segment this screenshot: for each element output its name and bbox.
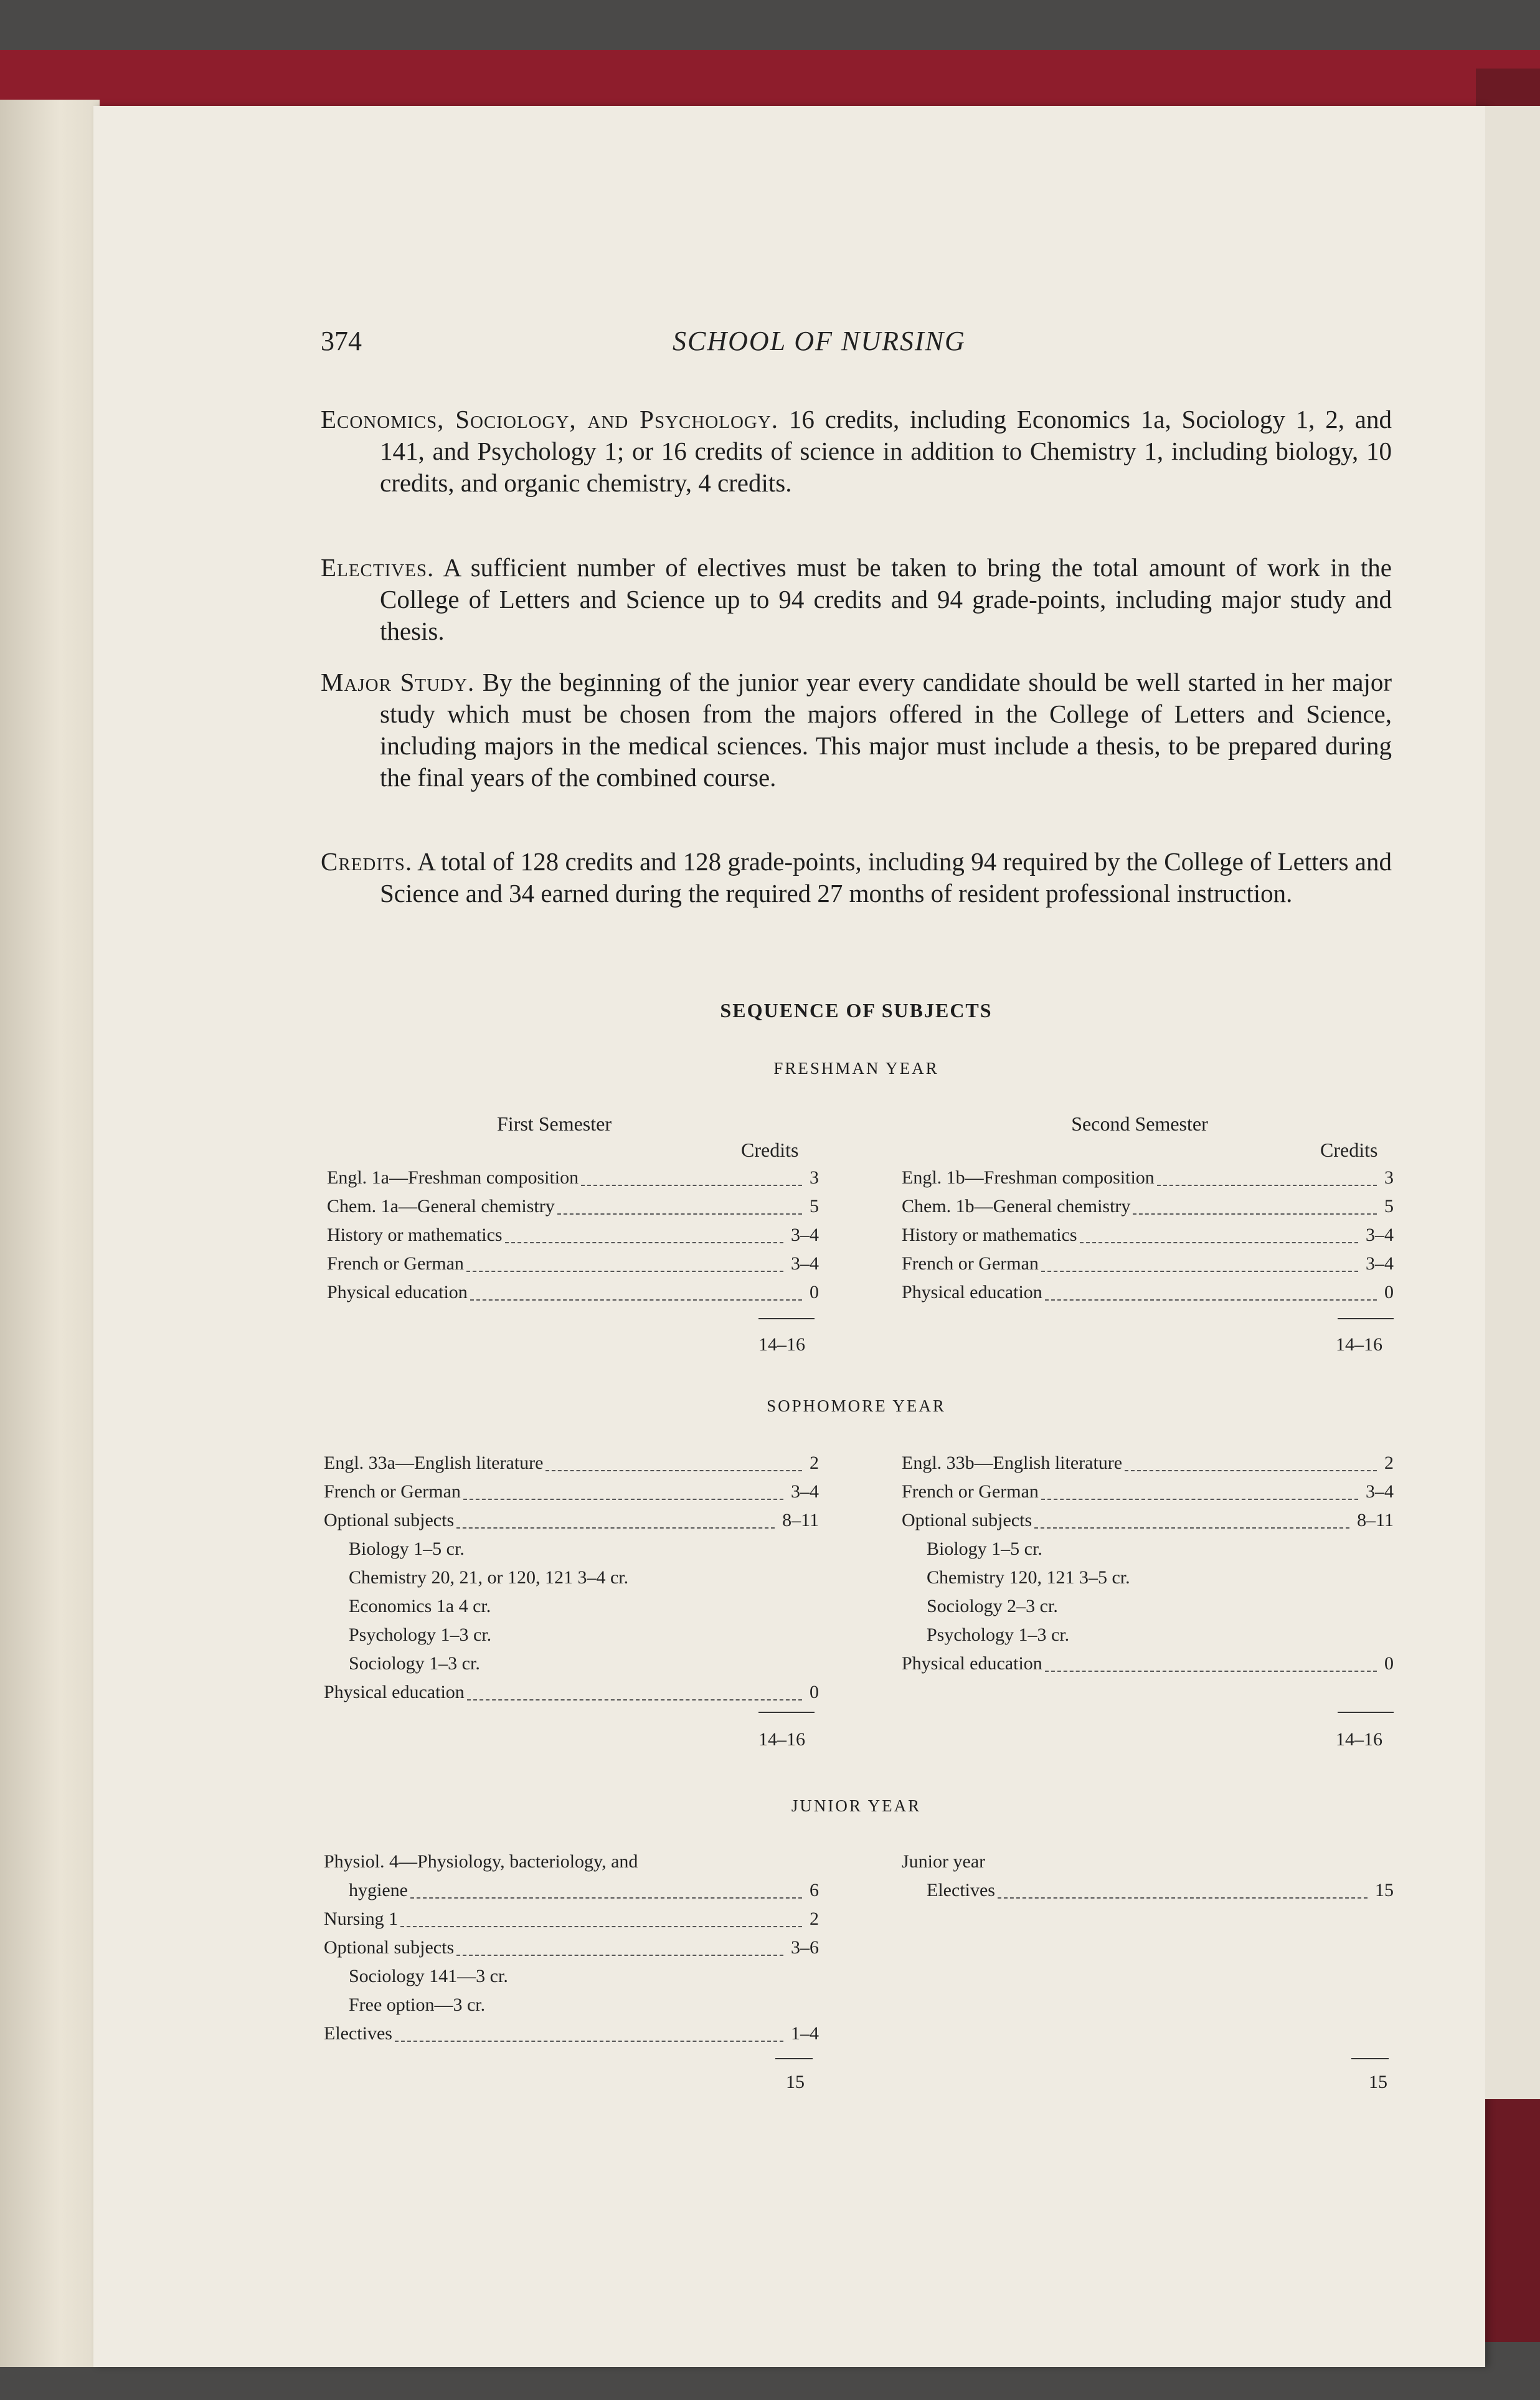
total-rule (758, 1712, 815, 1713)
paragraph-economics (321, 404, 1392, 499)
freshman-left-total: 14–16 (758, 1334, 805, 1355)
leader-dots (1045, 1299, 1377, 1301)
leader-dots (1041, 1271, 1358, 1272)
paragraph-credits (321, 846, 1392, 909)
paragraph-head: Electives. (321, 553, 435, 582)
table-row (902, 1621, 1394, 1649)
leader-dots (581, 1185, 802, 1186)
junior-left-total: 15 (786, 2072, 805, 2092)
credit-value: 0 (1384, 1282, 1394, 1302)
table-row (902, 1506, 1394, 1535)
credit-value: 8–11 (1357, 1510, 1394, 1530)
credit-value: 1–4 (791, 2023, 819, 2044)
paragraph-text: By the beginning of the junior year every candidate should be well started in her major study which must be chosen from the majors offered in the College of Letters and Science, including majors in the medical sciences. This major must include a thesis, to be prepared during the final years of the combined course. (380, 668, 1392, 792)
leader-dots (410, 1897, 802, 1899)
table-row (324, 1621, 819, 1649)
freshman-second-semester-list (902, 1164, 1394, 1307)
credit-value: 2 (810, 1909, 819, 1929)
course-label: French or German (902, 1481, 1039, 1502)
leader-dots (546, 1470, 802, 1471)
table-row (324, 1535, 819, 1563)
leader-dots (998, 1897, 1368, 1899)
table-row (324, 1876, 819, 1905)
table-row (324, 2019, 819, 2048)
second-semester-label: Second Semester (1071, 1112, 1208, 1135)
paragraph-text: A total of 128 credits and 128 grade-points, including 94 required by the College of Letters and Science and 34 earned during the required 27 months of resident professional instruction. (380, 847, 1392, 908)
credit-value: 0 (810, 1282, 819, 1302)
credit-value: 0 (1384, 1653, 1394, 1674)
course-label: Psychology 1–3 cr. (927, 1625, 1070, 1645)
credit-value: 5 (1384, 1196, 1394, 1217)
junior-first-semester-list (324, 1847, 819, 2048)
credit-value: 0 (810, 1682, 819, 1702)
table-row (324, 1592, 819, 1621)
course-label: Sociology 1–3 cr. (349, 1653, 480, 1674)
table-row (902, 1563, 1394, 1592)
leader-dots (557, 1213, 802, 1215)
course-label: Chem. 1b—General chemistry (902, 1196, 1131, 1217)
leader-dots (456, 1955, 783, 1956)
running-head: SCHOOL OF NURSING (673, 326, 966, 356)
course-label: Sociology 141—3 cr. (349, 1966, 508, 1986)
sophomore-second-semester-list (902, 1449, 1394, 1678)
course-label: Optional subjects (324, 1510, 455, 1530)
course-label: Physical education (902, 1282, 1042, 1302)
table-row (902, 1449, 1394, 1477)
course-label: Chemistry 20, 21, or 120, 121 3–4 cr. (349, 1567, 629, 1588)
total-rule (1338, 1712, 1394, 1713)
course-label: Biology 1–5 cr. (927, 1539, 1042, 1559)
leader-dots (1045, 1671, 1377, 1672)
first-semester-label: First Semester (497, 1112, 612, 1135)
course-label: French or German (324, 1481, 461, 1502)
sophomore-title: SOPHOMORE YEAR (767, 1397, 946, 1415)
total-rule (758, 1318, 815, 1319)
leader-dots (505, 1242, 783, 1243)
sophomore-first-semester-list (324, 1449, 819, 1707)
total-rule (1338, 1318, 1394, 1319)
table-row (324, 1649, 819, 1678)
facing-page-edge (1485, 106, 1540, 2099)
credit-value: 3–4 (791, 1225, 819, 1245)
table-row (324, 1449, 819, 1477)
credit-value: 3–4 (1366, 1481, 1394, 1502)
course-label: hygiene (349, 1880, 408, 1900)
table-row (327, 1192, 819, 1221)
freshman-first-semester-list (327, 1164, 819, 1307)
junior-title: JUNIOR YEAR (791, 1796, 922, 1815)
freshman-right-total: 14–16 (1336, 1334, 1382, 1355)
credit-value: 15 (1375, 1880, 1394, 1900)
table-row (902, 1221, 1394, 1250)
total-rule (775, 2058, 813, 2059)
leader-dots (395, 2041, 783, 2042)
course-label: Physiol. 4—Physiology, bacteriology, and (324, 1851, 638, 1872)
leader-dots (466, 1271, 783, 1272)
leader-dots (1041, 1499, 1358, 1500)
credit-value: 5 (810, 1196, 819, 1217)
leader-dots (1080, 1242, 1358, 1243)
course-label: Psychology 1–3 cr. (349, 1625, 492, 1645)
course-label: Engl. 1b—Freshman composition (902, 1167, 1155, 1188)
course-label: Engl. 1a—Freshman composition (327, 1167, 579, 1188)
table-row (324, 1905, 819, 1933)
table-row (324, 1962, 819, 1991)
course-label: Economics 1a 4 cr. (349, 1596, 491, 1616)
table-row (902, 1535, 1394, 1563)
paragraph-head: Major Study. (321, 668, 475, 696)
course-label: Sociology 2–3 cr. (927, 1596, 1058, 1616)
leader-dots (467, 1699, 802, 1700)
course-label: Biology 1–5 cr. (349, 1539, 465, 1559)
junior-right-total: 15 (1369, 2072, 1387, 2092)
course-label: Physical education (902, 1653, 1042, 1674)
table-row (902, 1164, 1394, 1192)
leader-dots (400, 1926, 802, 1927)
leader-dots (1133, 1213, 1377, 1215)
credit-value: 3–4 (791, 1481, 819, 1502)
course-label: French or German (327, 1253, 464, 1274)
leader-dots (1157, 1185, 1377, 1186)
course-label: Chem. 1a—General chemistry (327, 1196, 555, 1217)
sophomore-left-total: 14–16 (758, 1729, 805, 1750)
course-label: Junior year (902, 1851, 986, 1872)
table-row (902, 1477, 1394, 1506)
paragraph-head: Credits. (321, 847, 413, 876)
table-row (324, 1477, 819, 1506)
table-row (324, 1678, 819, 1707)
table-row (902, 1278, 1394, 1307)
course-label: Electives (324, 2023, 392, 2044)
leader-dots (463, 1499, 783, 1500)
table-row (327, 1164, 819, 1192)
table-row (327, 1278, 819, 1307)
table-row (324, 1933, 819, 1962)
table-row (324, 1847, 819, 1876)
course-label: Optional subjects (324, 1937, 455, 1958)
course-label: History or mathematics (902, 1225, 1077, 1245)
course-label: Chemistry 120, 121 3–5 cr. (927, 1567, 1130, 1588)
leader-dots (1034, 1527, 1349, 1529)
paragraph-major-study (321, 666, 1392, 794)
credit-value: 3 (810, 1167, 819, 1188)
leader-dots (470, 1299, 802, 1301)
credit-value: 2 (810, 1453, 819, 1473)
table-row (324, 1506, 819, 1535)
course-label: Nursing 1 (324, 1909, 399, 1929)
credit-value: 2 (1384, 1453, 1394, 1473)
course-label: French or German (902, 1253, 1039, 1274)
leader-dots (1125, 1470, 1377, 1471)
credit-value: 3–4 (1366, 1225, 1394, 1245)
credits-label-right: Credits (1320, 1139, 1378, 1161)
credit-value: 8–11 (782, 1510, 819, 1530)
page-stack-edge (0, 100, 100, 2367)
credit-value: 3 (1384, 1167, 1394, 1188)
table-row (902, 1592, 1394, 1621)
course-label: Free option—3 cr. (349, 1994, 486, 2015)
table-row (327, 1221, 819, 1250)
paragraph-text: A sufficient number of electives must be taken to bring the total amount of work in the College of Letters and Science up to 94 credits and 94 grade-points, including major study and thesis. (380, 553, 1392, 645)
table-row (902, 1876, 1394, 1905)
sequence-title: SEQUENCE OF SUBJECTS (720, 999, 993, 1022)
table-row (902, 1250, 1394, 1278)
course-label: Engl. 33a—English literature (324, 1453, 544, 1473)
table-row (324, 1563, 819, 1592)
credit-value: 3–6 (791, 1937, 819, 1958)
course-label: Physical education (324, 1682, 465, 1702)
course-label: Physical education (327, 1282, 468, 1302)
leader-dots (456, 1527, 775, 1529)
paragraph-electives (321, 552, 1392, 647)
sophomore-right-total: 14–16 (1336, 1729, 1382, 1750)
course-label: Optional subjects (902, 1510, 1032, 1530)
paragraph-head: Economics, Sociology, and Psychology. (321, 405, 779, 434)
total-rule (1351, 2058, 1389, 2059)
credit-value: 3–4 (791, 1253, 819, 1274)
course-label: Electives (927, 1880, 995, 1900)
table-row (902, 1847, 1394, 1876)
paragraph-text: 16 credits, including Economics 1a, Sociology 1, 2, and 141, and Psychology 1; or 16 credits of science in addition to Chemistry 1, including biology, 10 credits, and organic chemistry, 4 credits. (380, 405, 1392, 497)
table-row (902, 1192, 1394, 1221)
course-label: History or mathematics (327, 1225, 503, 1245)
table-row (902, 1649, 1394, 1678)
freshman-title: FRESHMAN YEAR (773, 1059, 939, 1078)
page-number: 374 (321, 326, 362, 356)
credit-value: 3–4 (1366, 1253, 1394, 1274)
table-row (324, 1991, 819, 2019)
credits-label-left: Credits (741, 1139, 799, 1161)
junior-second-semester-list (902, 1847, 1394, 1905)
course-label: Engl. 33b—English literature (902, 1453, 1123, 1473)
credit-value: 6 (810, 1880, 819, 1900)
table-row (327, 1250, 819, 1278)
